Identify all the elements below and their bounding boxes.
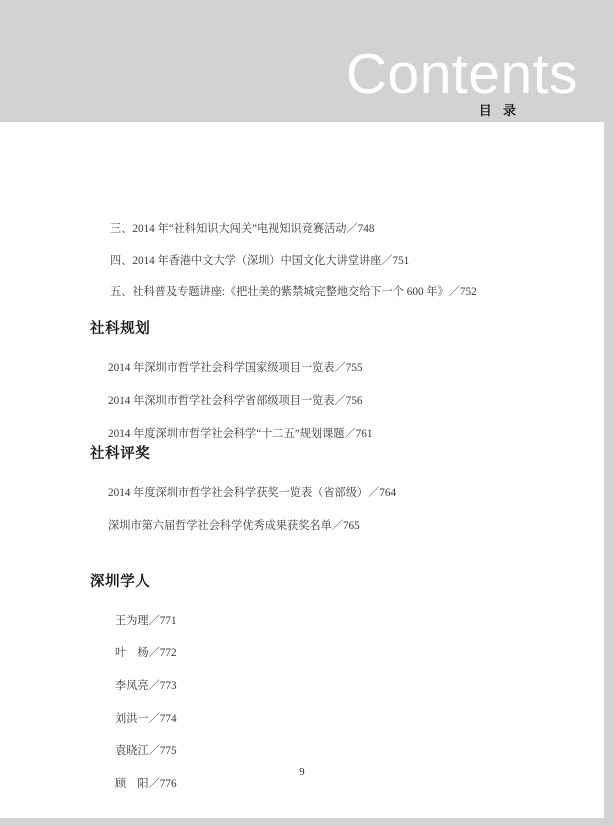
toc-entry: 2014 年深圳市哲学社会科学省部级项目一览表／756 xyxy=(108,394,363,407)
section-heading: 社科评奖 xyxy=(90,446,151,462)
toc-entry: 2014 年度深圳市哲学社会科学“十二五”规划课题／761 xyxy=(108,427,373,440)
toc-lead-entries xyxy=(110,224,477,319)
section-item-list xyxy=(90,616,177,791)
toc-section-shenzhenxueren xyxy=(90,575,177,790)
toc-entry: 王为理／771 xyxy=(115,614,177,627)
page-title-chinese: 目 录 xyxy=(478,103,520,118)
toc-entry: 2014 年度深圳市哲学社会科学获奖一览表（省部级）／764 xyxy=(108,486,397,499)
toc-entry: 顾 阳／776 xyxy=(115,778,177,791)
toc-entry: 五、社科普及专题讲座:《把壮美的紫禁城完整地交给下一个 600 年》／752 xyxy=(110,286,477,299)
section-item-list xyxy=(90,363,372,441)
toc-entry: 四、2014 年香港中文大学（深圳）中国文化大讲堂讲座／751 xyxy=(110,254,410,267)
toc-entry: 叶 杨／772 xyxy=(115,647,177,660)
page-number: 9 xyxy=(299,767,305,778)
toc-entry: 李凤亮／773 xyxy=(115,679,177,692)
section-heading: 深圳学人 xyxy=(90,574,151,590)
toc-section-shekeguihua xyxy=(90,322,372,440)
toc-entry: 深圳市第六届哲学社会科学优秀成果获奖名单／765 xyxy=(108,519,360,532)
page-header-band xyxy=(0,0,604,122)
toc-entry: 三、2014 年“社科知识大闯关”电视知识竞赛活动／748 xyxy=(110,223,375,235)
toc-entry: 2014 年深圳市哲学社会科学国家级项目一览表／755 xyxy=(108,361,363,374)
page-title-english: Contents xyxy=(345,42,578,106)
toc-entry: 刘洪一／774 xyxy=(115,712,177,725)
toc-entry: 袁晓江／775 xyxy=(115,745,177,758)
section-heading: 社科规划 xyxy=(90,321,151,337)
toc-section-shekepingjiang xyxy=(90,447,396,532)
section-item-list xyxy=(90,488,396,532)
